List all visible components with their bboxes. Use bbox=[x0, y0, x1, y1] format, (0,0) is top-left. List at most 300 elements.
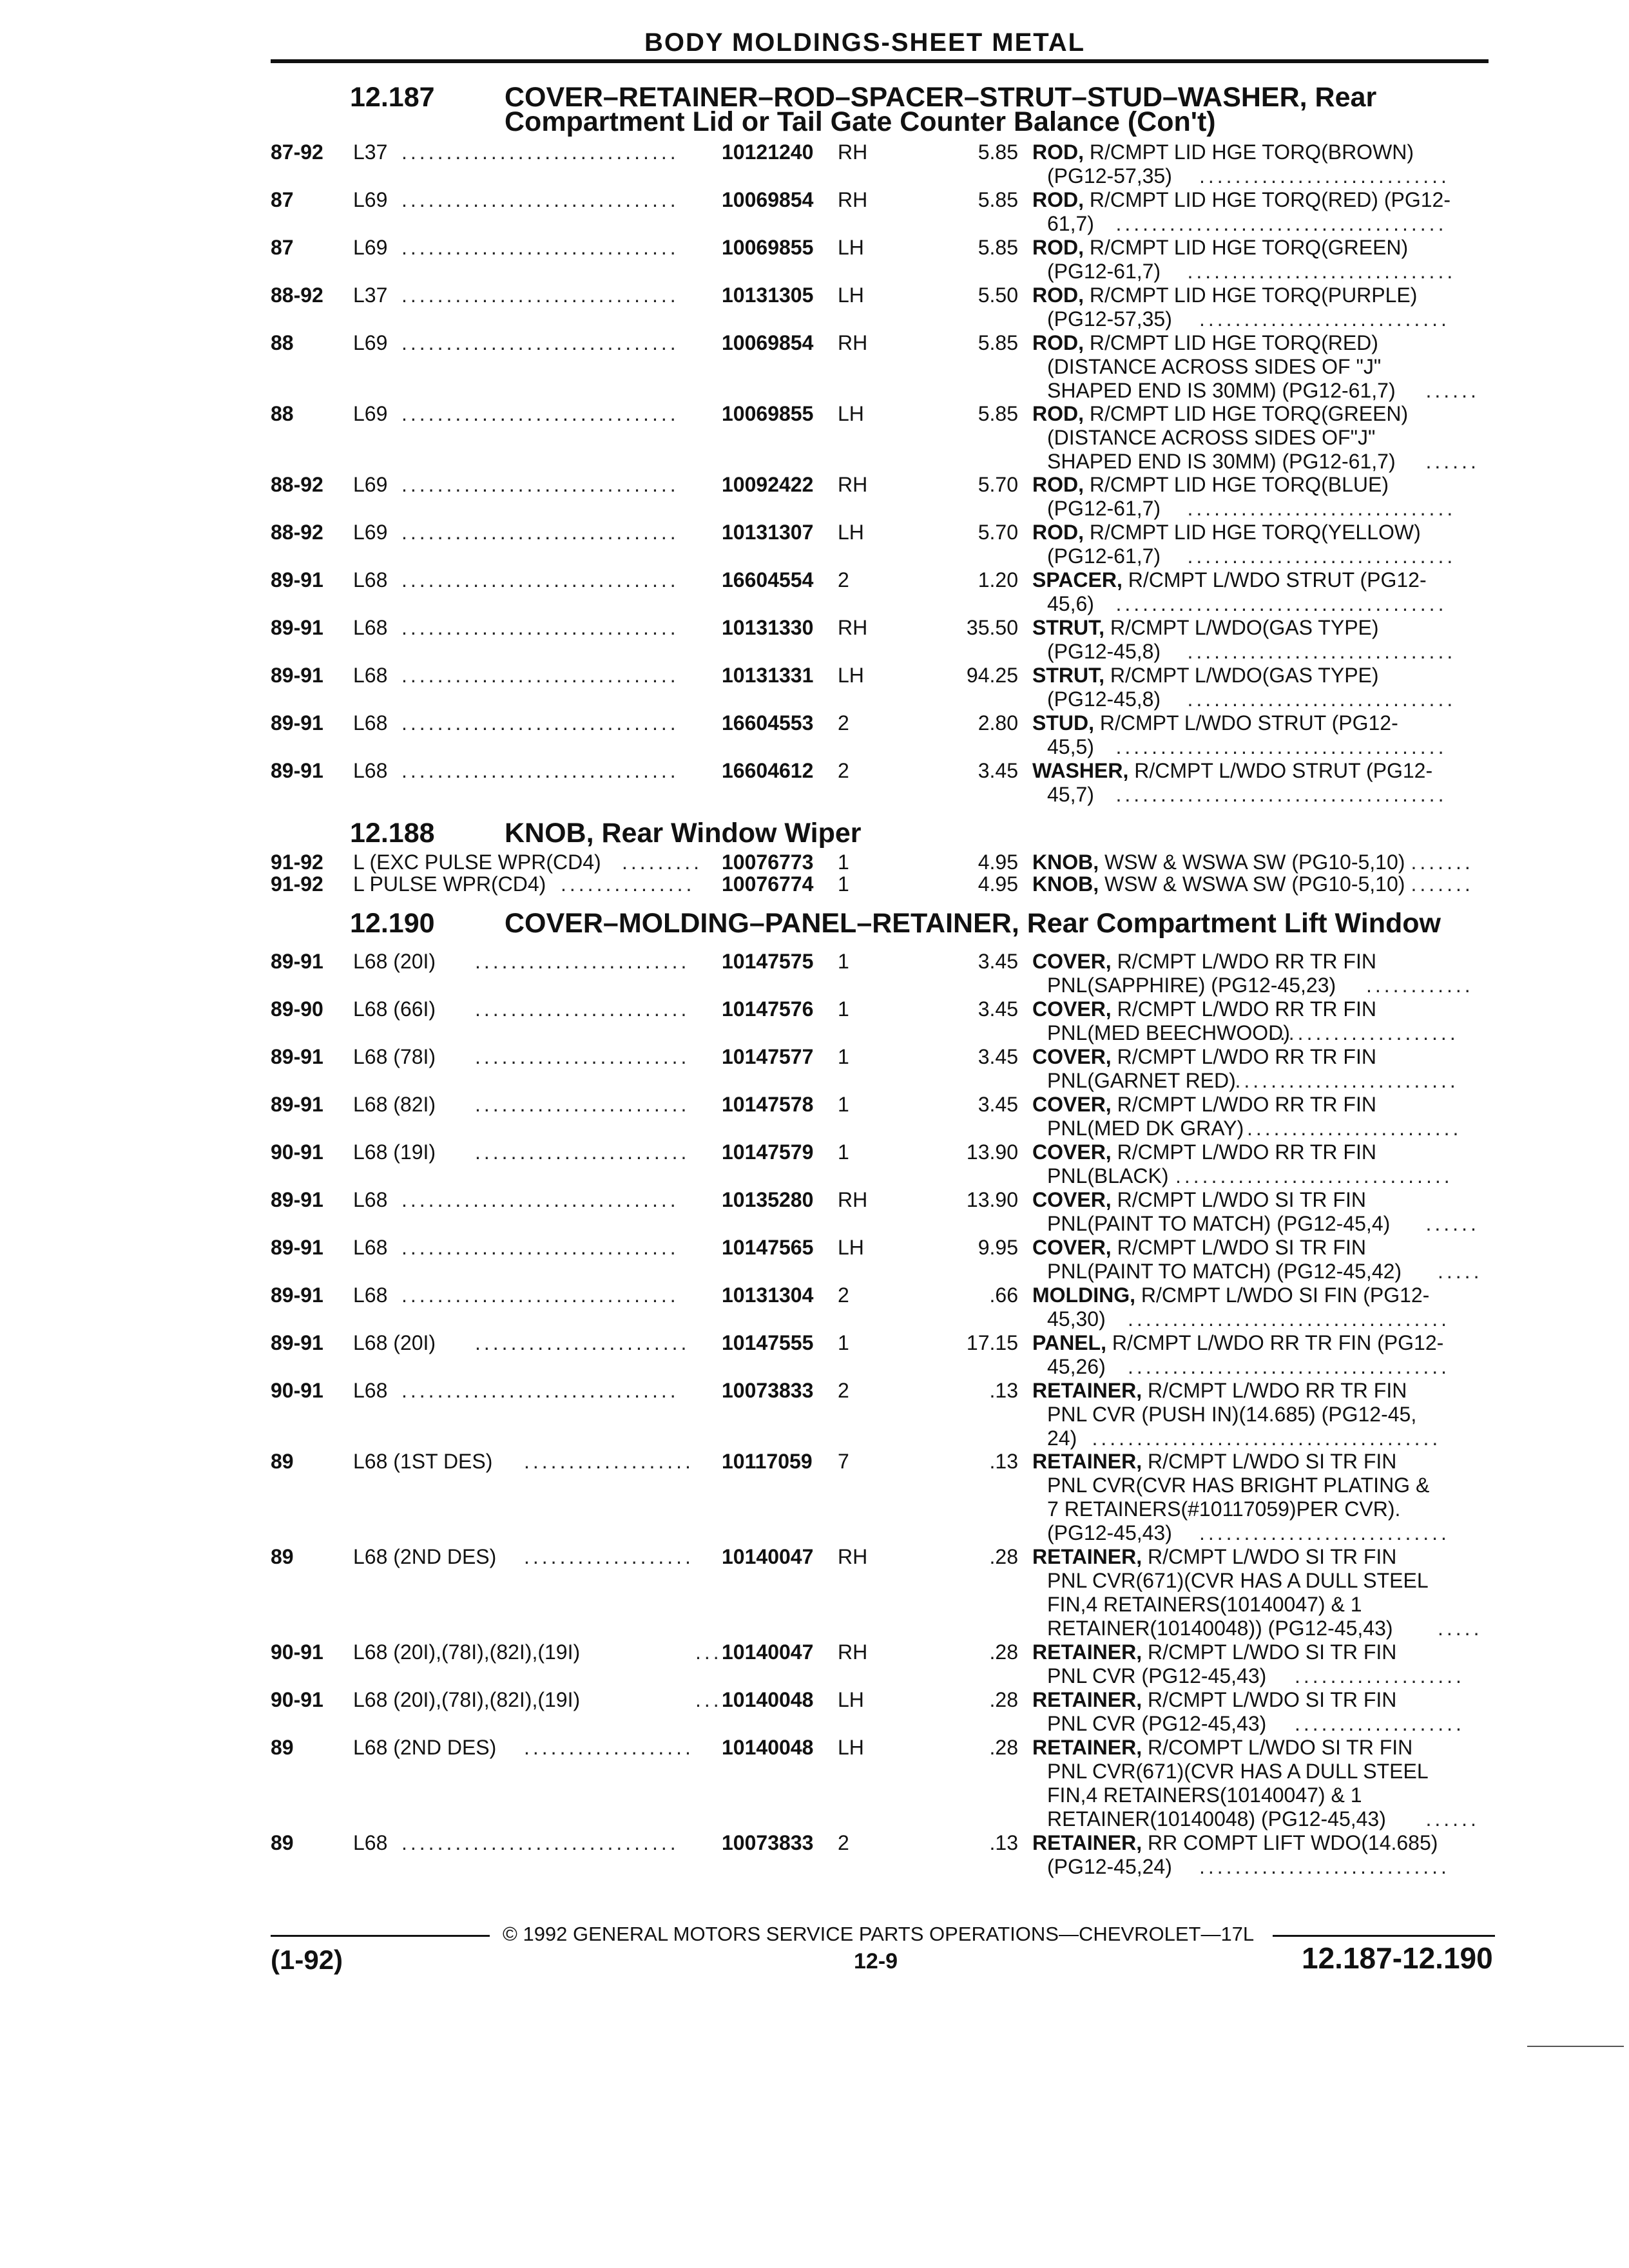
quantity: 1 bbox=[838, 1331, 849, 1354]
dot-leader: ....................................... bbox=[1092, 1427, 1441, 1450]
description bbox=[1032, 473, 1389, 497]
description-text: R/COMPT L/WDO SI TR FIN bbox=[1142, 1736, 1413, 1759]
model-year: 91-92 bbox=[271, 850, 323, 874]
part-number: 10073833 bbox=[722, 1831, 814, 1854]
quantity: 2 bbox=[838, 711, 849, 735]
price: 35.50 bbox=[966, 616, 1018, 639]
dot-leader: ......... bbox=[622, 850, 703, 874]
description-text: WSW & WSWA SW (PG10-5,10) bbox=[1099, 850, 1405, 874]
dot-leader: ............................... bbox=[401, 1236, 679, 1259]
section-title-continued: Compartment Lid or Tail Gate Counter Balance (Con't) bbox=[505, 106, 1216, 137]
dot-leader: .............................. bbox=[1187, 687, 1456, 711]
description bbox=[1032, 1450, 1396, 1474]
description-text: R/CMPT L/WDO RR TR FIN bbox=[1142, 1379, 1407, 1402]
quantity: RH bbox=[838, 616, 868, 639]
part-number: 10069854 bbox=[722, 331, 814, 354]
price: 5.85 bbox=[978, 188, 1018, 211]
description-keyword: STRUT, bbox=[1032, 664, 1104, 687]
quantity: RH bbox=[838, 140, 868, 164]
description-keyword: STRUT, bbox=[1032, 616, 1104, 639]
description-text: RR COMPT LIFT WDO(14.685) bbox=[1142, 1831, 1438, 1854]
part-number: 16604612 bbox=[722, 759, 814, 782]
quantity: 2 bbox=[838, 568, 849, 591]
dot-leader: ................... bbox=[524, 1450, 694, 1473]
model-code: L69 bbox=[353, 188, 388, 211]
quantity: 1 bbox=[838, 1093, 849, 1116]
description-continuation: SHAPED END IS 30MM) (PG12-61,7) bbox=[1047, 379, 1396, 402]
dot-leader: ............................... bbox=[401, 188, 679, 211]
model-code: L69 bbox=[353, 402, 388, 425]
description-keyword: PANEL, bbox=[1032, 1331, 1106, 1354]
quantity: LH bbox=[838, 1736, 864, 1759]
footer-rule-left bbox=[271, 1935, 490, 1937]
part-number: 10147577 bbox=[722, 1045, 814, 1068]
part-number: 10140047 bbox=[722, 1640, 814, 1664]
description-keyword: COVER, bbox=[1032, 1236, 1112, 1259]
header-rule bbox=[271, 59, 1489, 63]
model-code: L68 (19I) bbox=[353, 1140, 436, 1164]
description-keyword: ROD, bbox=[1032, 236, 1084, 259]
description-text: R/CMPT L/WDO SI TR FIN bbox=[1111, 1236, 1366, 1259]
model-year: 88-92 bbox=[271, 284, 323, 307]
description-keyword: ROD, bbox=[1032, 473, 1084, 496]
footer-section-range: 12.187-12.190 bbox=[1302, 1941, 1493, 1975]
description bbox=[1032, 1831, 1438, 1855]
description-text: R/CMPT LID HGE TORQ(YELLOW) bbox=[1084, 521, 1421, 544]
description bbox=[1032, 616, 1379, 640]
dot-leader: ............................... bbox=[401, 1379, 679, 1402]
dot-leader: ............................ bbox=[1199, 1521, 1450, 1544]
model-year: 89-91 bbox=[271, 1236, 323, 1259]
dot-leader: ............... bbox=[561, 872, 695, 896]
description-continuation: 45,26) bbox=[1047, 1355, 1106, 1378]
description bbox=[1032, 568, 1427, 592]
description-continuation: (PG12-61,7) bbox=[1047, 544, 1161, 568]
description-keyword: ROD, bbox=[1032, 521, 1084, 544]
model-year: 90-91 bbox=[271, 1640, 323, 1664]
description-text: R/CMPT L/WDO(GAS TYPE) bbox=[1104, 664, 1379, 687]
part-number: 10121240 bbox=[722, 140, 814, 164]
price: 9.95 bbox=[978, 1236, 1018, 1259]
price: 2.80 bbox=[978, 711, 1018, 735]
dot-leader: ............ bbox=[1366, 974, 1474, 997]
description-text: R/CMPT L/WDO SI TR FIN bbox=[1142, 1640, 1397, 1664]
description bbox=[1032, 1140, 1376, 1164]
description-keyword: RETAINER, bbox=[1032, 1688, 1142, 1711]
description-keyword: RETAINER, bbox=[1032, 1640, 1142, 1664]
description bbox=[1032, 140, 1414, 164]
description bbox=[1032, 1188, 1366, 1212]
quantity: RH bbox=[838, 1188, 868, 1211]
dot-leader: .................................... bbox=[1128, 1307, 1451, 1331]
model-code: L69 bbox=[353, 236, 388, 259]
description-text: R/CMPT L/WDO RR TR FIN bbox=[1111, 1140, 1376, 1164]
model-code: L68 (1ST DES) bbox=[353, 1450, 493, 1473]
description-continuation: PNL(PAINT TO MATCH) (PG12-45,4) bbox=[1047, 1212, 1391, 1235]
description-continuation: PNL CVR(671)(CVR HAS A DULL STEEL bbox=[1047, 1760, 1429, 1783]
part-number: 10135280 bbox=[722, 1188, 814, 1211]
model-code: L68 bbox=[353, 1379, 388, 1402]
price: 5.50 bbox=[978, 284, 1018, 307]
quantity: 2 bbox=[838, 759, 849, 782]
price: .13 bbox=[989, 1831, 1018, 1854]
description bbox=[1032, 284, 1417, 307]
description-continuation: PNL(PAINT TO MATCH) (PG12-45,42) bbox=[1047, 1260, 1402, 1283]
description-text: R/CMPT L/WDO RR TR FIN bbox=[1111, 1045, 1376, 1068]
section-number: 12.188 bbox=[350, 818, 435, 849]
dot-leader: ............................... bbox=[401, 331, 679, 354]
model-year: 89-91 bbox=[271, 759, 323, 782]
description bbox=[1032, 1688, 1396, 1712]
model-code: L37 bbox=[353, 284, 388, 307]
dot-leader: ........................ bbox=[475, 1093, 690, 1116]
part-number: 10069855 bbox=[722, 402, 814, 425]
part-number: 10147565 bbox=[722, 1236, 814, 1259]
part-number: 10140047 bbox=[722, 1545, 814, 1568]
description-continuation: (PG12-45,8) bbox=[1047, 640, 1161, 663]
part-number: 10069854 bbox=[722, 188, 814, 211]
description-text: R/CMPT L/WDO STRUT (PG12- bbox=[1094, 711, 1398, 735]
dot-leader: ............................... bbox=[401, 616, 679, 639]
price: 5.85 bbox=[978, 331, 1018, 354]
description-continuation: (PG12-45,24) bbox=[1047, 1855, 1172, 1878]
dot-leader: ............................... bbox=[401, 664, 679, 687]
description bbox=[1032, 402, 1408, 426]
part-number: 10131305 bbox=[722, 284, 814, 307]
model-code: L68 bbox=[353, 664, 388, 687]
description-keyword: SPACER, bbox=[1032, 568, 1123, 591]
model-code: L68 (78I) bbox=[353, 1045, 436, 1068]
footer-page-number: 12-9 bbox=[854, 1949, 898, 1974]
dot-leader: ................... bbox=[524, 1545, 694, 1568]
price: .66 bbox=[989, 1283, 1018, 1307]
description-continuation: PNL CVR (PUSH IN)(14.685) (PG12-45, bbox=[1047, 1403, 1417, 1426]
model-year: 87 bbox=[271, 188, 294, 211]
part-number: 10131330 bbox=[722, 616, 814, 639]
price: 13.90 bbox=[966, 1188, 1018, 1211]
description-continuation: (DISTANCE ACROSS SIDES OF "J" bbox=[1047, 355, 1382, 378]
dot-leader: ............................... bbox=[401, 1188, 679, 1211]
model-year: 90-91 bbox=[271, 1140, 323, 1164]
model-code: L68 (66I) bbox=[353, 997, 436, 1021]
dot-leader: ....... bbox=[1411, 850, 1474, 874]
dot-leader: ............................... bbox=[401, 236, 679, 259]
model-year: 89-91 bbox=[271, 711, 323, 735]
dot-leader: ............................... bbox=[401, 711, 679, 735]
description-continuation: PNL(MED BEECHWOOD) bbox=[1047, 1021, 1290, 1044]
description-continuation: PNL CVR(671)(CVR HAS A DULL STEEL bbox=[1047, 1569, 1429, 1592]
description-continuation: 45,6) bbox=[1047, 592, 1094, 615]
quantity: 1 bbox=[838, 1140, 849, 1164]
quantity: LH bbox=[838, 664, 864, 687]
description-continuation: 45,7) bbox=[1047, 783, 1094, 806]
part-number: 10147575 bbox=[722, 950, 814, 973]
dot-leader: ............................... bbox=[401, 759, 679, 782]
price: 3.45 bbox=[978, 997, 1018, 1021]
description bbox=[1032, 1379, 1407, 1403]
price: .13 bbox=[989, 1450, 1018, 1473]
quantity: LH bbox=[838, 402, 864, 425]
dot-leader: ...... bbox=[1425, 379, 1480, 402]
quantity: 7 bbox=[838, 1450, 849, 1473]
model-code: L68 (20I),(78I),(82I),(19I) bbox=[353, 1688, 581, 1711]
model-code: L69 bbox=[353, 473, 388, 496]
price: 94.25 bbox=[966, 664, 1018, 687]
description-text: R/CMPT L/WDO STRUT (PG12- bbox=[1122, 568, 1427, 591]
quantity: LH bbox=[838, 236, 864, 259]
model-code: L68 (20I),(78I),(82I),(19I) bbox=[353, 1640, 581, 1664]
model-year: 89-91 bbox=[271, 664, 323, 687]
price: 3.45 bbox=[978, 1045, 1018, 1068]
description-keyword: ROD, bbox=[1032, 331, 1084, 354]
description bbox=[1032, 759, 1432, 783]
dot-leader: .............................. bbox=[1187, 544, 1456, 568]
quantity: RH bbox=[838, 188, 868, 211]
description-continuation: PNL CVR(CVR HAS BRIGHT PLATING & bbox=[1047, 1474, 1430, 1497]
description-text: R/CMPT LID HGE TORQ(GREEN) bbox=[1084, 402, 1409, 425]
section-number: 12.190 bbox=[350, 908, 435, 939]
model-code: L68 bbox=[353, 711, 388, 735]
part-number: 10147579 bbox=[722, 1140, 814, 1164]
quantity: RH bbox=[838, 1640, 868, 1664]
model-code: L68 (20I) bbox=[353, 950, 436, 973]
description-continuation: RETAINER(10140048)) (PG12-45,43) bbox=[1047, 1617, 1393, 1640]
model-year: 89-91 bbox=[271, 616, 323, 639]
description-text: R/CMPT LID HGE TORQ(BLUE) bbox=[1084, 473, 1389, 496]
model-code: L PULSE WPR(CD4) bbox=[353, 872, 546, 896]
price: 4.95 bbox=[978, 850, 1018, 874]
section-number: 12.187 bbox=[350, 82, 435, 113]
description-keyword: KNOB, bbox=[1032, 850, 1099, 874]
description bbox=[1032, 331, 1378, 355]
description bbox=[1032, 1736, 1412, 1760]
quantity: LH bbox=[838, 1688, 864, 1711]
description-continuation: (PG12-61,7) bbox=[1047, 497, 1161, 520]
model-year: 88 bbox=[271, 331, 294, 354]
price: 13.90 bbox=[966, 1140, 1018, 1164]
model-code: L68 (20I) bbox=[353, 1331, 436, 1354]
part-number: 10076774 bbox=[722, 872, 814, 896]
section-title: COVER–MOLDING–PANEL–RETAINER, Rear Compartment Lift Window bbox=[505, 908, 1441, 939]
price: 5.85 bbox=[978, 140, 1018, 164]
part-number: 10092422 bbox=[722, 473, 814, 496]
description-text: R/CMPT L/WDO STRUT (PG12- bbox=[1128, 759, 1433, 782]
description-continuation: (DISTANCE ACROSS SIDES OF"J" bbox=[1047, 426, 1376, 449]
description-continuation: 24) bbox=[1047, 1427, 1077, 1450]
model-code: L68 (2ND DES) bbox=[353, 1736, 497, 1759]
description bbox=[1032, 1236, 1366, 1260]
description-continuation: SHAPED END IS 30MM) (PG12-61,7) bbox=[1047, 450, 1396, 473]
dot-leader: ............................... bbox=[401, 284, 679, 307]
model-year: 89 bbox=[271, 1736, 294, 1759]
dot-leader: ........................ bbox=[475, 1045, 690, 1068]
model-code: L68 bbox=[353, 1283, 388, 1307]
description bbox=[1032, 711, 1398, 735]
description-keyword: COVER, bbox=[1032, 1093, 1112, 1116]
dot-leader: .... bbox=[695, 1640, 731, 1664]
model-year: 89-91 bbox=[271, 568, 323, 591]
dot-leader: ..... bbox=[1438, 1617, 1483, 1640]
dot-leader: ...... bbox=[1425, 450, 1480, 473]
description-continuation: PNL(MED DK GRAY) bbox=[1047, 1117, 1244, 1140]
description bbox=[1032, 188, 1451, 212]
description-continuation: PNL(SAPPHIRE) (PG12-45,23) bbox=[1047, 974, 1336, 997]
price: 5.70 bbox=[978, 473, 1018, 496]
description-continuation: PNL CVR (PG12-45,43) bbox=[1047, 1664, 1267, 1687]
description-text: R/CMPT L/WDO SI FIN (PG12- bbox=[1135, 1283, 1430, 1307]
description-text: R/CMPT L/WDO RR TR FIN bbox=[1111, 997, 1376, 1021]
part-number: 10069855 bbox=[722, 236, 814, 259]
part-number: 10076773 bbox=[722, 850, 814, 874]
description-text: R/CMPT L/WDO SI TR FIN bbox=[1142, 1688, 1397, 1711]
description-keyword: COVER, bbox=[1032, 1045, 1112, 1068]
part-number: 10131304 bbox=[722, 1283, 814, 1307]
description bbox=[1032, 1640, 1396, 1664]
description bbox=[1032, 872, 1405, 896]
part-number: 10147578 bbox=[722, 1093, 814, 1116]
dot-leader: ...... bbox=[1425, 1212, 1480, 1235]
dot-leader: .............................. bbox=[1187, 497, 1456, 520]
model-code: L68 bbox=[353, 568, 388, 591]
description-continuation: (PG12-61,7) bbox=[1047, 260, 1161, 283]
description-continuation: 45,30) bbox=[1047, 1307, 1106, 1331]
quantity: 2 bbox=[838, 1831, 849, 1854]
model-year: 89-91 bbox=[271, 1331, 323, 1354]
dot-leader: ............................... bbox=[1175, 1164, 1453, 1187]
description-text: R/CMPT L/WDO(GAS TYPE) bbox=[1104, 616, 1379, 639]
price: .28 bbox=[989, 1688, 1018, 1711]
model-year: 90-91 bbox=[271, 1379, 323, 1402]
dot-leader: ..................................... bbox=[1115, 212, 1447, 235]
quantity: RH bbox=[838, 473, 868, 496]
description-keyword: KNOB, bbox=[1032, 872, 1099, 896]
model-code: L68 bbox=[353, 1831, 388, 1854]
description-continuation: (PG12-57,35) bbox=[1047, 307, 1172, 331]
description bbox=[1032, 1093, 1376, 1117]
price: 5.85 bbox=[978, 236, 1018, 259]
model-code: L (EXC PULSE WPR(CD4) bbox=[353, 850, 601, 874]
quantity: LH bbox=[838, 284, 864, 307]
description-text: WSW & WSWA SW (PG10-5,10) bbox=[1099, 872, 1405, 896]
dot-leader: ........................ bbox=[1247, 1117, 1462, 1140]
dot-leader: ..................................... bbox=[1115, 783, 1447, 806]
model-year: 89-91 bbox=[271, 1283, 323, 1307]
description-continuation: FIN,4 RETAINERS(10140047) & 1 bbox=[1047, 1783, 1362, 1807]
dot-leader: ............................ bbox=[1199, 1855, 1450, 1878]
description-keyword: WASHER, bbox=[1032, 759, 1129, 782]
description-continuation: (PG12-45,43) bbox=[1047, 1521, 1172, 1544]
model-code: L69 bbox=[353, 331, 388, 354]
model-year: 89-91 bbox=[271, 1188, 323, 1211]
dot-leader: ............................... bbox=[401, 473, 679, 496]
part-number: 10117059 bbox=[722, 1450, 813, 1473]
description-continuation: PNL(GARNET RED) bbox=[1047, 1069, 1236, 1092]
part-number: 16604553 bbox=[722, 711, 814, 735]
description-keyword: ROD, bbox=[1032, 188, 1084, 211]
description bbox=[1032, 664, 1379, 687]
dot-leader: ............................... bbox=[401, 521, 679, 544]
price: 1.20 bbox=[978, 568, 1018, 591]
price: .28 bbox=[989, 1545, 1018, 1568]
dot-leader: ............................... bbox=[401, 402, 679, 425]
model-year: 89-91 bbox=[271, 1045, 323, 1068]
description-continuation: RETAINER(10140048) (PG12-45,43) bbox=[1047, 1807, 1386, 1831]
dot-leader: ..... bbox=[1438, 1260, 1483, 1283]
dot-leader: ............................ bbox=[1199, 307, 1450, 331]
model-code: L68 bbox=[353, 1188, 388, 1211]
description bbox=[1032, 236, 1408, 260]
model-code: L68 bbox=[353, 1236, 388, 1259]
model-year: 87-92 bbox=[271, 140, 323, 164]
description-keyword: ROD, bbox=[1032, 284, 1084, 307]
description-text: R/CMPT L/WDO SI TR FIN bbox=[1142, 1545, 1397, 1568]
description-keyword: COVER, bbox=[1032, 1140, 1112, 1164]
description-keyword: MOLDING, bbox=[1032, 1283, 1135, 1307]
model-year: 89 bbox=[271, 1545, 294, 1568]
price: 3.45 bbox=[978, 759, 1018, 782]
description-continuation: PNL CVR (PG12-45,43) bbox=[1047, 1712, 1267, 1735]
part-number: 10073833 bbox=[722, 1379, 814, 1402]
dot-leader: ..................................... bbox=[1115, 735, 1447, 758]
model-year: 91-92 bbox=[271, 872, 323, 896]
description-text: R/CMPT LID HGE TORQ(RED) bbox=[1084, 331, 1378, 354]
section-title: KNOB, Rear Window Wiper bbox=[505, 818, 862, 849]
dot-leader: ........................ bbox=[475, 950, 690, 973]
model-code: L68 (82I) bbox=[353, 1093, 436, 1116]
quantity: RH bbox=[838, 1545, 868, 1568]
dot-leader: ................... bbox=[1295, 1712, 1465, 1735]
description-keyword: COVER, bbox=[1032, 950, 1112, 973]
description-text: R/CMPT L/WDO RR TR FIN bbox=[1111, 950, 1376, 973]
model-code: L69 bbox=[353, 521, 388, 544]
description-continuation: 7 RETAINERS(#10117059)PER CVR). bbox=[1047, 1497, 1401, 1521]
description-continuation: 61,7) bbox=[1047, 212, 1094, 235]
description bbox=[1032, 997, 1376, 1021]
quantity: RH bbox=[838, 331, 868, 354]
description-keyword: ROD, bbox=[1032, 402, 1084, 425]
model-year: 88-92 bbox=[271, 521, 323, 544]
section-title: COVER–RETAINER–ROD–SPACER–STRUT–STUD–WASHER, Rear bbox=[505, 82, 1377, 113]
scan-mark bbox=[1527, 2046, 1624, 2047]
model-year: 89-91 bbox=[271, 950, 323, 973]
price: 5.70 bbox=[978, 521, 1018, 544]
model-code: L37 bbox=[353, 140, 388, 164]
model-code: L68 (2ND DES) bbox=[353, 1545, 497, 1568]
part-number: 10140048 bbox=[722, 1736, 814, 1759]
quantity: 1 bbox=[838, 850, 849, 874]
dot-leader: ...... bbox=[1425, 1807, 1480, 1831]
description-keyword: RETAINER, bbox=[1032, 1379, 1142, 1402]
description-text: R/CMPT L/WDO RR TR FIN (PG12- bbox=[1106, 1331, 1444, 1354]
quantity: 1 bbox=[838, 1045, 849, 1068]
price: 3.45 bbox=[978, 1093, 1018, 1116]
dot-leader: .................................... bbox=[1128, 1355, 1451, 1378]
dot-leader: ........................ bbox=[475, 1140, 690, 1164]
price: 4.95 bbox=[978, 872, 1018, 896]
description-text: R/CMPT LID HGE TORQ(GREEN) bbox=[1084, 236, 1409, 259]
price: .28 bbox=[989, 1736, 1018, 1759]
description-continuation: PNL(BLACK) bbox=[1047, 1164, 1169, 1187]
part-number: 10140048 bbox=[722, 1688, 814, 1711]
part-number: 10147555 bbox=[722, 1331, 814, 1354]
dot-leader: .............................. bbox=[1187, 640, 1456, 663]
model-year: 88-92 bbox=[271, 473, 323, 496]
description-text: R/CMPT L/WDO SI TR FIN bbox=[1111, 1188, 1366, 1211]
part-number: 10131331 bbox=[722, 664, 814, 687]
model-code: L68 bbox=[353, 616, 388, 639]
footer-rule-right bbox=[1273, 1935, 1495, 1937]
model-year: 87 bbox=[271, 236, 294, 259]
